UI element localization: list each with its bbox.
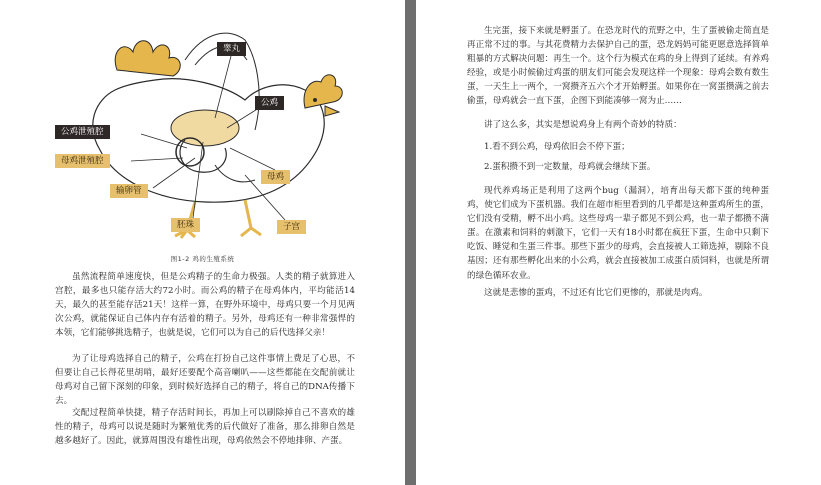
paragraph: 为了让母鸡选择自己的精子，公鸡在打扮自己这件事情上费足了心思，不但要让自己长得花里胡哨，最好还要配个高音喇叭——这些都能在交配前就让母鸡对自己留下深刻的印象，到时候好选择自己的精子，将自己的DNA传播下去。	[55, 354, 355, 407]
label-oviduct: 输卵管	[110, 184, 148, 198]
page-gutter	[405, 0, 416, 485]
label-hen: 母鸡	[261, 170, 290, 184]
paragraph: 虽然流程简单速度快，但是公鸡精子的生命力极强。人类的精子就算进入宫腔，最多也只能存活大约72小时。而公鸡的精子在母鸡体内，平均能活14天，最久的甚至能存活21天！这样一算，在野外环境中，母鸡只要一个月见两次公鸡，就能保证自己体内存有活着的精子。另外，母鸡还有一种非常强悍的本领，它们能够挑选精子，也就是说，它们可以为自己的后代选择父亲！	[55, 272, 355, 339]
figure-caption: 图1-2 鸡的生殖系统	[170, 255, 235, 263]
label-uterus: 子宫	[277, 220, 306, 234]
paragraph: 交配过程简单快捷，精子存活时间长，再加上可以刷除掉自己不喜欢的雄性的精子，母鸡可以说是随时为繁殖优秀的后代做好了准备，那么排卵自然是越多越好了。因此，就算周围没有雄性出现，母鸡依然会不停地排卵、产蛋。	[55, 408, 355, 447]
label-rooster: 公鸡	[255, 96, 284, 110]
list-item: 2.蛋积攒不到一定数量，母鸡就会继续下蛋。	[484, 162, 656, 172]
paragraph: 现代养鸡场正是利用了这两个bug（漏洞），培育出每天都下蛋的纯种蛋鸡，使它们成为下蛋机器。我们在超市柜里看到的几乎都是这种蛋鸡所生的蛋，它们没有受精，孵不出小鸡。这些母鸡一辈子都见不到公鸡，也一辈子都攒不满蛋。在激素和饲料的刺激下，它们一天有18小时都在疯狂下蛋，生命中只剩下吃饭、睡觉和生蛋三件事。那些下蛋少的母鸡，会直接被人工筛选掉，剔除不良基因；还有那些孵化出来的小公鸡，就会直接被加工成蛋白质饲料，也就是所谓的绿色循环农业。	[467, 186, 769, 281]
paragraph: 这就是悲惨的蛋鸡，不过还有比它们更惨的，那就是肉鸡。	[484, 288, 708, 298]
label-hen-cloaca: 母鸡泄殖腔	[55, 154, 110, 168]
left-page	[0, 0, 405, 485]
label-ovary: 胚珠	[171, 218, 200, 232]
chicken-reproductive-system-figure	[55, 30, 345, 240]
right-page	[416, 0, 821, 485]
paragraph: 生完蛋，接下来就是孵蛋了。在恐龙时代的荒野之中，生了蛋被偷走简直是再正常不过的事。与其花费精力去保护自己的蛋，恐龙妈妈可能更愿意选择简单粗暴的方式解决问题：再生一个。这个行为模式在鸡的身上得到了延续。有养鸡经验，或是小时候偷过鸡蛋的朋友们可能会发现这样一个现象：母鸡会数有数生蛋，一天生上一两个，一窝攒齐五六个才开始孵蛋。如果你在一窝蛋攒满之前去偷蛋，母鸡就会一直下蛋，企图下到能凑够一窝为止……	[467, 26, 769, 107]
list-item: 1.看不到公鸡，母鸡依旧会不停下蛋；	[484, 142, 630, 152]
label-rooster-cloaca: 公鸡泄殖腔	[55, 125, 110, 139]
paragraph: 讲了这么多，其实是想说鸡身上有两个奇妙的特质：	[484, 120, 682, 130]
label-testes: 睾丸	[217, 42, 246, 56]
